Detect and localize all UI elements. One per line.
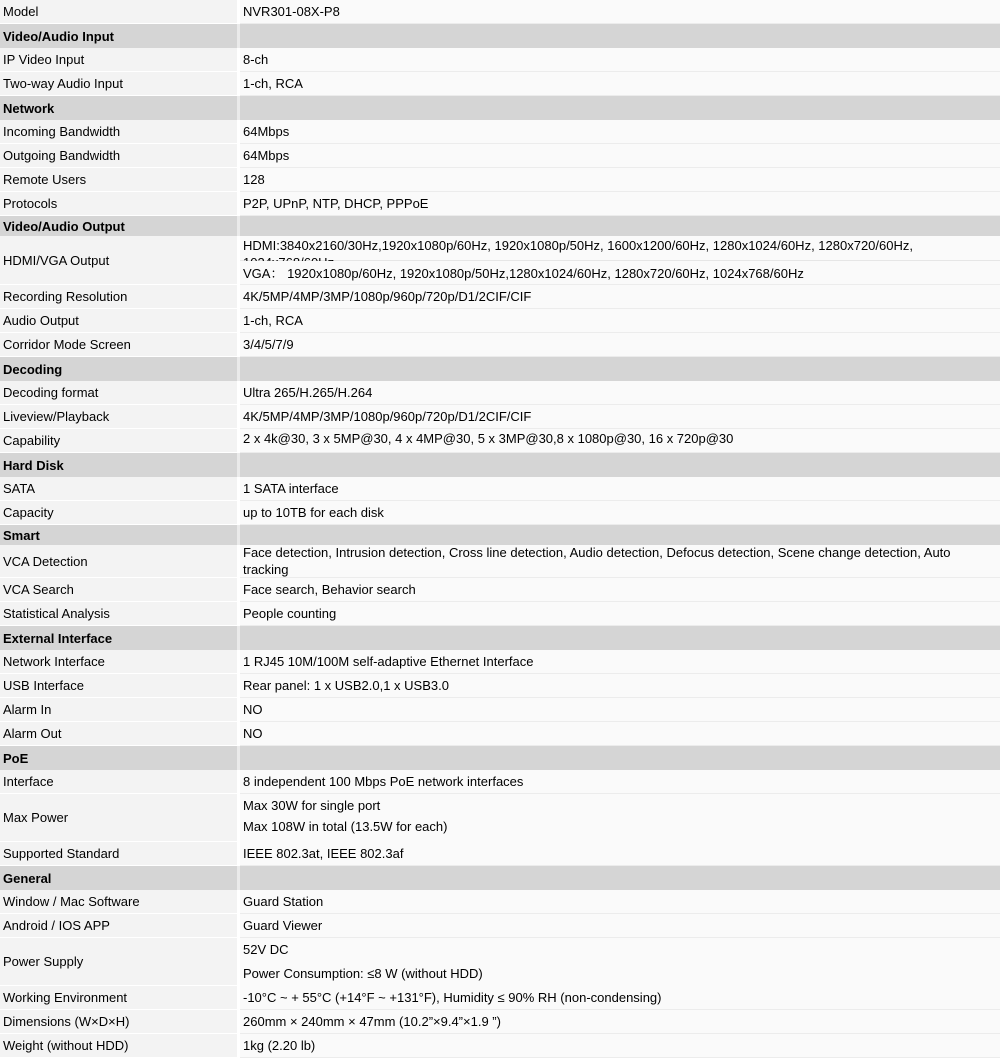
row-usb-interface [0,674,1000,698]
row-label: Model [0,0,237,24]
row-value: 64Mbps [240,144,1000,168]
row-dimensions [0,1010,1000,1034]
row-alarm-out [0,722,1000,746]
row-network-interface [0,650,1000,674]
row-audio-output [0,309,1000,333]
row-label: IP Video Input [0,48,237,72]
row-label: VCA Detection [0,545,237,578]
row-value: 128 [240,168,1000,192]
row-value: Face detection, Intrusion detection, Cross line detection, Audio detection, Defocus detection, Scene change detection, Auto tracking [240,545,1000,578]
row-value: Guard Viewer [240,914,1000,938]
section-header-general: General [0,866,1000,890]
row-sata [0,477,1000,501]
row-label: SATA [0,477,237,501]
row-label: Weight (without HDD) [0,1034,237,1058]
row-value [240,938,1000,986]
row-value: Guard Station [240,890,1000,914]
row-corridor-mode-screen [0,333,1000,357]
row-value: 4K/5MP/4MP/3MP/1080p/960p/720p/D1/2CIF/CIF [240,285,1000,309]
row-value: 4K/5MP/4MP/3MP/1080p/960p/720p/D1/2CIF/CIF [240,405,1000,429]
row-alarm-in [0,698,1000,722]
row-label: Capacity [0,501,237,525]
row-label: Max Power [0,794,237,842]
row-incoming-bandwidth [0,120,1000,144]
row-value: NO [240,698,1000,722]
row-max-power [0,794,1000,842]
row-label: Dimensions (W×D×H) [0,1010,237,1034]
row-label: Alarm In [0,698,237,722]
row-model [0,0,1000,24]
row-label: Audio Output [0,309,237,333]
row-label: Supported Standard [0,842,237,866]
row-label: Outgoing Bandwidth [0,144,237,168]
section-header-poe: PoE [0,746,1000,770]
row-value: 1 RJ45 10M/100M self-adaptive Ethernet Interface [240,650,1000,674]
row-value: 260mm × 240mm × 47mm (10.2”×9.4”×1.9 ”) [240,1010,1000,1034]
max-power-line-1: Max 30W for single port [243,798,381,813]
row-working-environment [0,986,1000,1010]
row-label: Android / IOS APP [0,914,237,938]
row-label: Capability [0,429,237,453]
row-power-supply [0,938,1000,986]
row-label: Liveview/Playback [0,405,237,429]
row-label: Decoding format [0,381,237,405]
row-value: NVR301-08X-P8 [240,0,1000,24]
row-liveview-playback [0,405,1000,429]
row-label: Alarm Out [0,722,237,746]
row-label: Window / Mac Software [0,890,237,914]
row-vca-search [0,578,1000,602]
section-header-video-audio-input: Video/Audio Input [0,24,1000,48]
row-window-mac-software [0,890,1000,914]
row-value: People counting [240,602,1000,626]
row-statistical-analysis [0,602,1000,626]
row-value [240,794,1000,842]
row-value: 3/4/5/7/9 [240,333,1000,357]
row-value: 8-ch [240,48,1000,72]
row-hdmi-vga-output [0,236,1000,285]
row-value: IEEE 802.3at, IEEE 802.3af [240,842,1000,866]
row-weight [0,1034,1000,1058]
row-label: VCA Search [0,578,237,602]
row-label: HDMI/VGA Output [0,236,237,285]
row-label: Interface [0,770,237,794]
power-supply-line-1: 52V DC [243,942,289,957]
row-value: 8 independent 100 Mbps PoE network interfaces [240,770,1000,794]
row-value: up to 10TB for each disk [240,501,1000,525]
row-capability [0,429,1000,453]
vga-output-value: VGA： 1920x1080p/60Hz, 1920x1080p/50Hz,1280x1024/60Hz, 1280x720/60Hz, 1024x768/60Hz [240,261,1000,285]
row-value: -10°C ~ + 55°C (+14°F ~ +131°F), Humidity ≤ 90% RH (non-condensing) [240,986,1000,1010]
power-supply-line-2: Power Consumption: ≤8 W (without HDD) [243,966,483,981]
row-value: Ultra 265/H.265/H.264 [240,381,1000,405]
row-label: Protocols [0,192,237,216]
hdmi-output-value: HDMI:3840x2160/30Hz,1920x1080p/60Hz, 1920x1080p/50Hz, 1600x1200/60Hz, 1280x1024/60Hz, 1280x720/60Hz, [240,236,1000,261]
row-capacity [0,501,1000,525]
row-label: Power Supply [0,938,237,986]
row-protocols [0,192,1000,216]
section-header-network: Network [0,96,1000,120]
row-supported-standard [0,842,1000,866]
row-vca-detection [0,545,1000,578]
row-label: Working Environment [0,986,237,1010]
section-header-smart: Smart [0,525,1000,545]
section-header-hard-disk: Hard Disk [0,453,1000,477]
row-poe-interface [0,770,1000,794]
section-header-video-audio-output: Video/Audio Output [0,216,1000,236]
row-android-ios-app [0,914,1000,938]
row-value: P2P, UPnP, NTP, DHCP, PPPoE [240,192,1000,216]
row-remote-users [0,168,1000,192]
row-label: Network Interface [0,650,237,674]
row-value: 1-ch, RCA [240,309,1000,333]
row-label: USB Interface [0,674,237,698]
row-label: Statistical Analysis [0,602,237,626]
max-power-line-2: Max 108W in total (13.5W for each) [243,819,448,834]
row-outgoing-bandwidth [0,144,1000,168]
row-value: Rear panel: 1 x USB2.0,1 x USB3.0 [240,674,1000,698]
section-header-decoding: Decoding [0,357,1000,381]
row-label: Incoming Bandwidth [0,120,237,144]
row-label: Remote Users [0,168,237,192]
row-label: Recording Resolution [0,285,237,309]
row-value: NO [240,722,1000,746]
row-value: 1-ch, RCA [240,72,1000,96]
section-header-external-interface: External Interface [0,626,1000,650]
row-two-way-audio-input [0,72,1000,96]
row-value: 1kg (2.20 lb) [240,1034,1000,1058]
row-ip-video-input [0,48,1000,72]
row-label: Corridor Mode Screen [0,333,237,357]
row-label: Two-way Audio Input [0,72,237,96]
row-value: 2 x 4k@30, 3 x 5MP@30, 4 x 4MP@30, 5 x 3MP@30,8 x 1080p@30, 16 x 720p@30 [240,429,1000,453]
row-value: 1 SATA interface [240,477,1000,501]
row-value: 64Mbps [240,120,1000,144]
row-decoding-format [0,381,1000,405]
row-value: Face search, Behavior search [240,578,1000,602]
row-recording-resolution [0,285,1000,309]
